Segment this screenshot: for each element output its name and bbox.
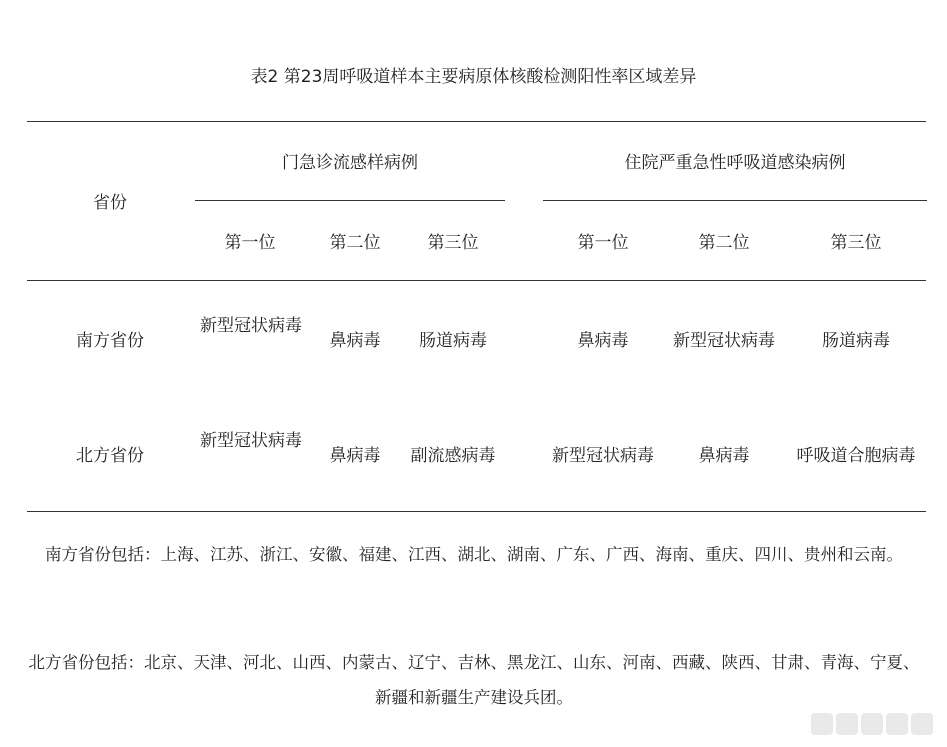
group-header-inpatient: 住院严重急性呼吸道感染病例	[624, 153, 846, 173]
table-top-rule	[27, 121, 926, 122]
table-row-south-inpatient-1: 鼻病毒	[577, 331, 629, 351]
group-rule-inpatient	[543, 200, 927, 201]
table-bottom-rule	[27, 511, 926, 512]
table-row-north-inpatient-3: 呼吸道合胞病毒	[796, 446, 916, 466]
watermark-block	[811, 713, 833, 735]
table-row-south-inpatient-2: 新型冠状病毒	[673, 331, 775, 351]
note-north-label: 北方省份包括：	[28, 653, 144, 672]
table-row-north-outpatient-1: 新型冠状病毒	[200, 431, 302, 451]
rank-header-inpatient-1: 第一位	[577, 233, 629, 253]
table-row-north-inpatient-1: 新型冠状病毒	[552, 446, 654, 466]
watermark-block	[836, 713, 858, 735]
watermark-block	[886, 713, 908, 735]
row-header-province: 省份	[93, 193, 127, 213]
table-row-north-outpatient-2: 鼻病毒	[329, 446, 381, 466]
table-row-north-outpatient-3: 副流感病毒	[410, 446, 496, 466]
watermark-block	[911, 713, 933, 735]
watermark	[811, 713, 933, 735]
note-north-list: 北京、天津、河北、山西、内蒙古、辽宁、吉林、黑龙江、山东、河南、西藏、陕西、甘肃、青海、宁夏、新疆和新疆生产建设兵团。	[144, 653, 920, 707]
table-header-rule	[27, 280, 926, 281]
table-row-south-inpatient-3: 肠道病毒	[822, 331, 890, 351]
table-row-south-outpatient-3: 肠道病毒	[419, 331, 487, 351]
note-north	[28, 645, 920, 715]
table-row-north-region: 北方省份	[76, 446, 144, 466]
table-row-south-outpatient-2: 鼻病毒	[329, 331, 381, 351]
table-row-north-inpatient-2: 鼻病毒	[698, 446, 750, 466]
note-south-label: 南方省份包括：	[45, 545, 161, 564]
table-title: 表2 第23周呼吸道样本主要病原体核酸检测阳性率区域差异	[250, 67, 697, 87]
rank-header-inpatient-2: 第二位	[698, 233, 750, 253]
rank-header-outpatient-2: 第二位	[329, 233, 381, 253]
rank-header-outpatient-1: 第一位	[224, 233, 276, 253]
note-south	[28, 537, 920, 572]
rank-header-outpatient-3: 第三位	[427, 233, 479, 253]
table-row-south-region: 南方省份	[76, 331, 144, 351]
group-header-outpatient: 门急诊流感样病例	[282, 153, 418, 173]
table-row-south-outpatient-1: 新型冠状病毒	[200, 316, 302, 336]
rank-header-inpatient-3: 第三位	[830, 233, 882, 253]
watermark-block	[861, 713, 883, 735]
note-south-list: 上海、江苏、浙江、安徽、福建、江西、湖北、湖南、广东、广西、海南、重庆、四川、贵州和云南。	[160, 545, 903, 564]
group-rule-outpatient	[195, 200, 505, 201]
